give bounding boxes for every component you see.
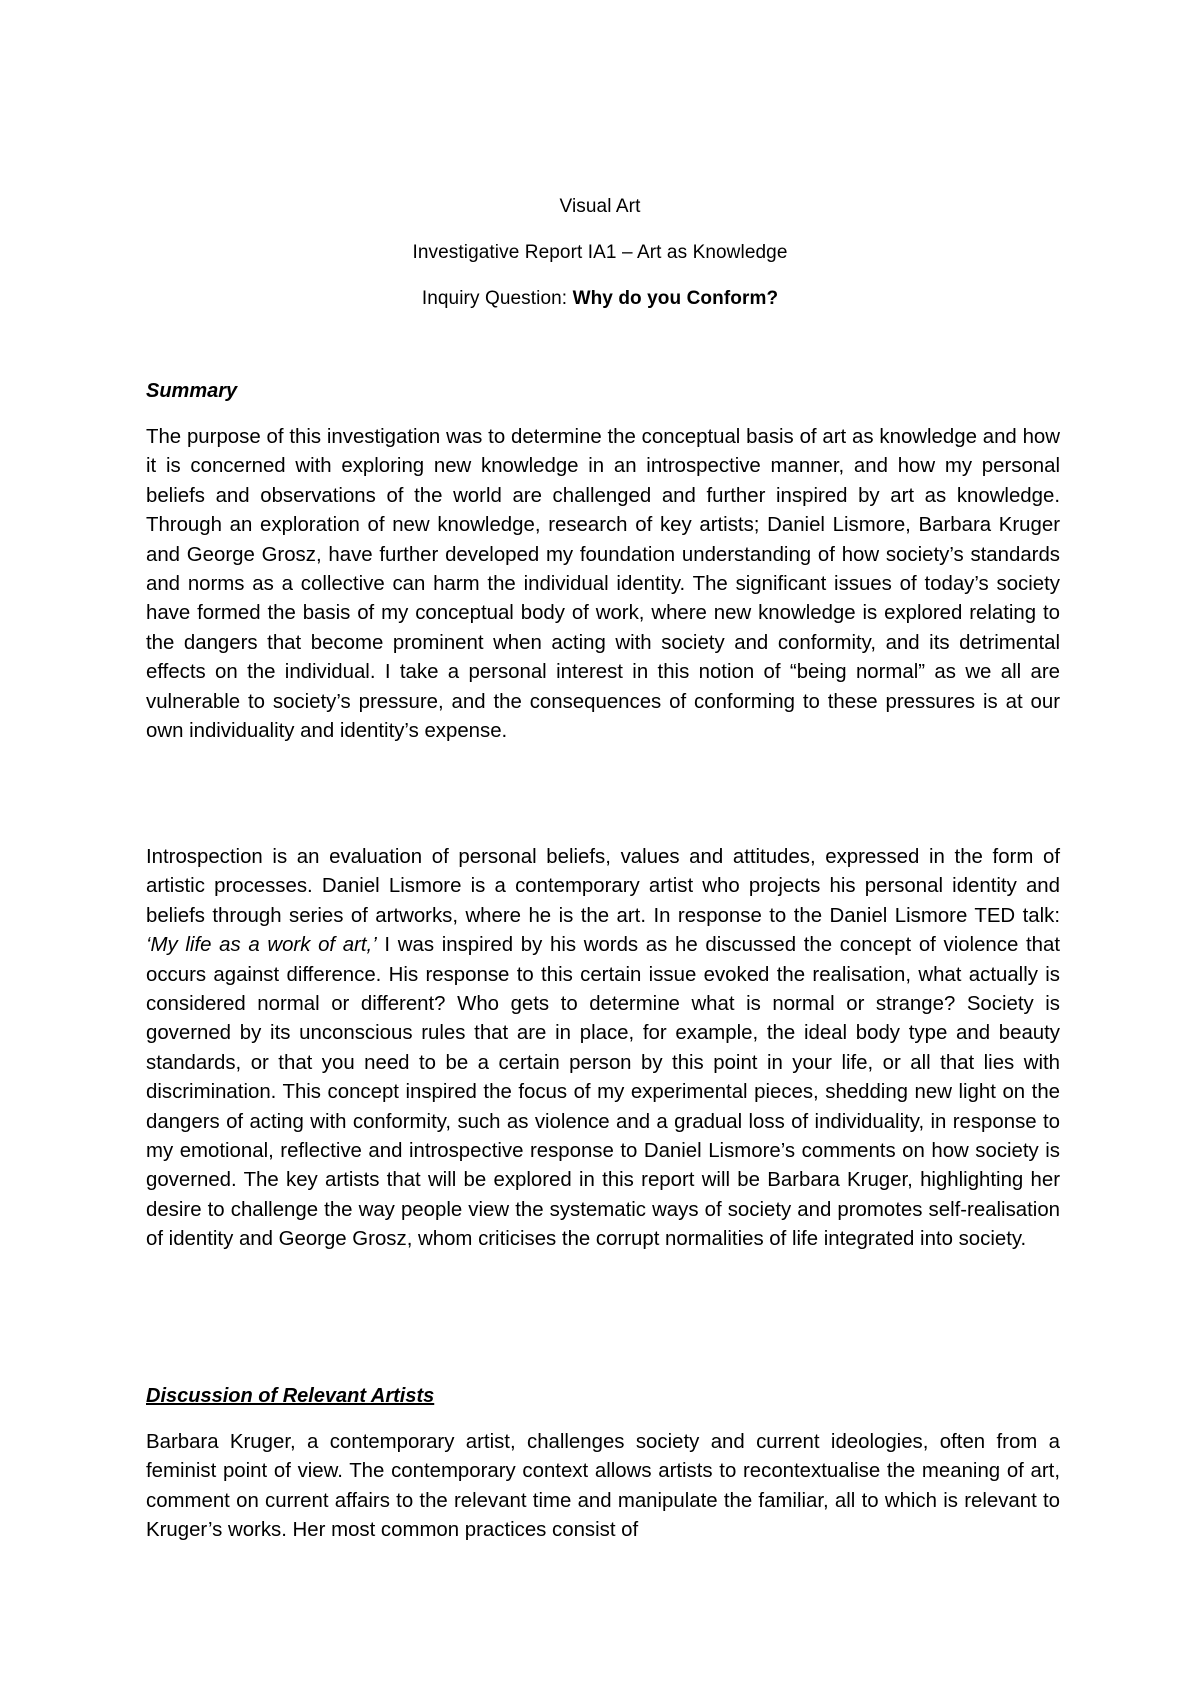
summary-paragraph: The purpose of this investigation was to determine the conceptual basis of art as knowledge and how it is concerned with exploring new knowledge in an introspective manner, and how my personal beliefs and observations of the world are challenged and further inspired by art as knowledge. Through an exploration of new knowledge, research of key artists; Daniel Lismore, Barbara Kruger and George Grosz, have further developed my foundation understanding of how society’s standards and norms as a collective can harm the individual identity. The significant issues of today’s society have formed the basis of my conceptual body of work, where new knowledge is explored relating to the dangers that become prominent when acting with society and conformity, and its detrimental effects on the individual. I take a personal interest in this notion of “being normal” as we all are vulnerable to society’s pressure, and the consequences of conforming to these pressures is at our own individuality and identity’s expense. — [146, 426, 1060, 743]
inquiry-label: Inquiry Question: — [421, 288, 573, 309]
discussion-paragraph: Barbara Kruger, a contemporary artist, challenges society and current ideologies, often from a feminist point of view. The contemporary context allows artists to recontextualise the meaning of art, comment on current affairs to the relevant time and manipulate the familiar, all to which is relevant to Kruger’s works. Her most common practices consist of — [146, 1431, 1060, 1542]
report-heading — [0, 241, 1200, 265]
summary-title: Summary — [146, 380, 238, 402]
ted-talk-title: ‘My life as a work of art,’ — [146, 934, 377, 957]
subject-text: Visual Art — [559, 196, 641, 217]
introduction-paragraph — [146, 843, 1060, 1255]
discussion-title: Discussion of Relevant Artists — [146, 1385, 435, 1407]
introduction-text-part1: Introspection is an evaluation of personal beliefs, values and attitudes, expressed in the form of artistic processes. Daniel Lismore is a contemporary artist who projects his personal identity and beliefs through series of artworks, where he is the art. In response to the Daniel Lismore TED talk: — [146, 846, 1060, 927]
subject-heading — [0, 195, 1200, 219]
introduction-text-part2: I was inspired by his words as he discussed the concept of violence that occurs against difference. His response to this certain issue evoked the realisation, what actually is considered normal or different? Who gets to determine what is normal or strange? Society is governed by its unconscious rules that are in place, for example, the ideal body type and beauty standards, or that you need to be a certain person by this point in your life, or all that lies with discrimination. This concept inspired the focus of my experimental pieces, shedding new light on the dangers of acting with conformity, such as violence and a gradual loss of individuality, in response to my emotional, reflective and introspective response to Daniel Lismore’s comments on how society is governed. The key artists that will be explored in this report will be Barbara Kruger, highlighting her desire to challenge the way people view the systematic ways of society and promotes self-realisation of identity and George Grosz, whom criticises the corrupt normalities of life integrated into society. — [146, 934, 1060, 1251]
inquiry-question: Why do you Conform? — [572, 288, 779, 309]
inquiry-heading — [0, 287, 1200, 311]
report-text: Investigative Report IA1 – Art as Knowledge — [412, 242, 788, 263]
